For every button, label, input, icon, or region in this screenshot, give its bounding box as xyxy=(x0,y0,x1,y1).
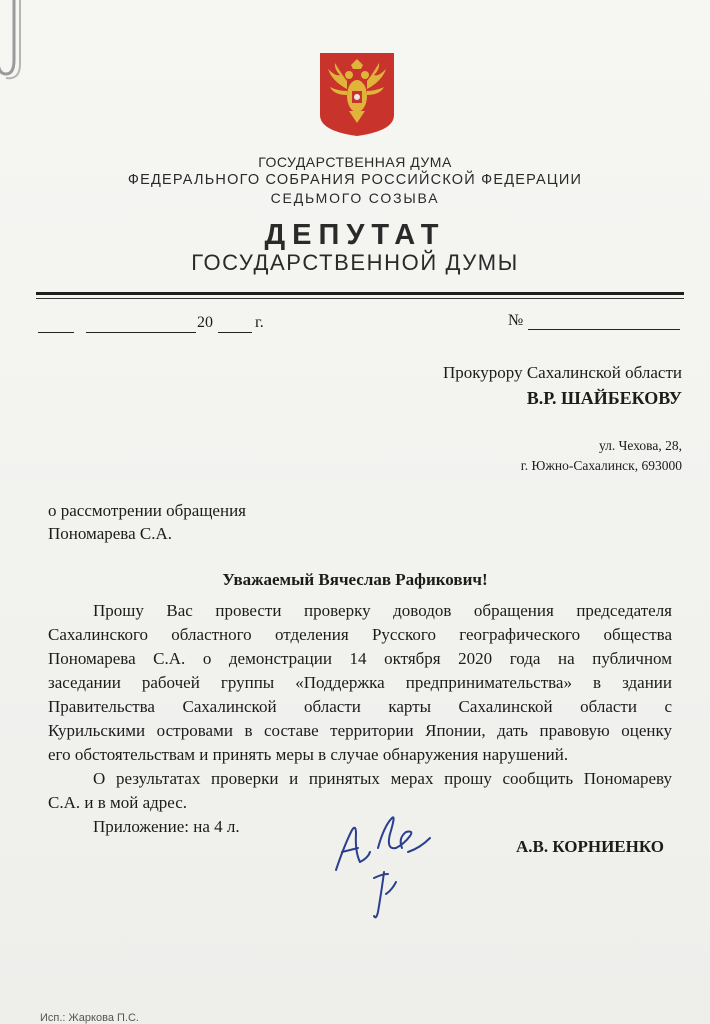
body-line-5: Правительства Сахалинской области карты Сахалинской области с xyxy=(48,697,672,716)
header-rule-thin xyxy=(36,298,684,299)
body-line-2: Сахалинского областного отделения Русского географического общества xyxy=(48,625,672,644)
org-line-2: ФЕДЕРАЛЬНОГО СОБРАНИЯ РОССИЙСКОЙ ФЕДЕРАЦИИ xyxy=(127,172,583,188)
date-year-suffix: г. xyxy=(255,314,264,331)
body-line-3: Пономарева С.А. о демонстрации 14 октября 2020 года на публичном xyxy=(48,649,672,668)
date-month-line xyxy=(86,332,196,333)
recipient-street: ул. Чехова, 28, xyxy=(598,438,682,453)
handwritten-signature xyxy=(330,808,440,928)
date-day-line xyxy=(38,332,74,333)
subject-line-2: Пономарева С.А. xyxy=(48,524,172,543)
number-line xyxy=(528,329,680,330)
date-year-line xyxy=(218,332,252,333)
org-line-3: СЕДЬМОГО СОЗЫВА xyxy=(270,190,440,206)
body-line-6: Курильскими островами в составе территории Японии, дать правовую оценку xyxy=(48,721,672,740)
body-line-8: О результатах проверки и принятых мерах прошу сообщить Пономареву xyxy=(93,769,672,788)
attachment-note: Приложение: на 4 л. xyxy=(93,817,240,836)
org-line-1: ГОСУДАРСТВЕННАЯ ДУМА xyxy=(258,154,452,170)
date-century: 20 xyxy=(197,314,213,331)
salutation: Уважаемый Вячеслав Рафикович! xyxy=(222,570,488,589)
body-line-4: заседании рабочей группы «Поддержка предпринимательства» в здании xyxy=(48,673,672,692)
body-line-1: Прошу Вас провести проверку доводов обращения председателя xyxy=(93,601,672,620)
recipient-title: Прокурору Сахалинской области xyxy=(443,363,682,382)
subtitle: ГОСУДАРСТВЕННОЙ ДУМЫ xyxy=(191,250,519,275)
title-deputy: ДЕПУТАТ xyxy=(264,219,446,251)
body-line-7: его обстоятельствам и принять меры в случае обнаружения нарушений. xyxy=(48,745,569,764)
executor-note: Исп.: Жаркова П.С. xyxy=(40,1012,139,1024)
body-line-9: С.А. и в мой адрес. xyxy=(48,793,188,812)
header-rule xyxy=(36,292,684,295)
subject-line-1: о рассмотрении обращения xyxy=(48,501,246,520)
recipient-city: г. Южно-Сахалинск, 693000 xyxy=(520,458,682,473)
russian-coat-of-arms-emblem xyxy=(318,51,396,137)
number-label: № xyxy=(508,312,524,329)
recipient-name: В.Р. ШАЙБЕКОВУ xyxy=(526,388,682,408)
signer-name: А.В. КОРНИЕНКО xyxy=(515,837,664,856)
paperclip-icon xyxy=(0,0,34,80)
